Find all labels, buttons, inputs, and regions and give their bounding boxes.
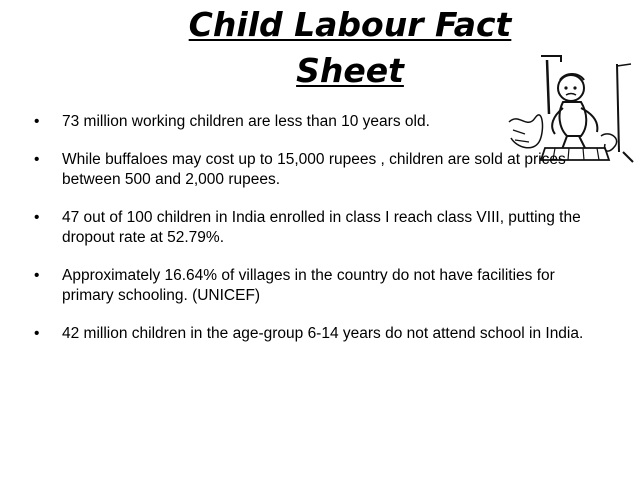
fact-item bbox=[34, 112, 594, 132]
fact-text: 47 out of 100 children in India enrolled in class I reach class VIII, putting the dropout rate at 52.79%. bbox=[62, 209, 581, 246]
fact-item bbox=[34, 208, 594, 248]
fact-list bbox=[34, 112, 594, 362]
fact-text: Approximately 16.64% of villages in the country do not have facilities for primary schooling. (UNICEF) bbox=[62, 267, 555, 304]
title-line-2: Sheet bbox=[296, 51, 404, 90]
fact-item bbox=[34, 324, 594, 344]
fact-text: 73 million working children are less than 10 years old. bbox=[62, 113, 430, 130]
slide-title bbox=[150, 2, 550, 94]
fact-text: 42 million children in the age-group 6-14 years do not attend school in India. bbox=[62, 325, 584, 342]
bullet-icon: • bbox=[34, 267, 40, 284]
fact-item bbox=[34, 266, 594, 306]
fact-text: While buffaloes may cost up to 15,000 rupees , children are sold at prices between 500 and 2,000 rupees. bbox=[62, 151, 566, 188]
bullet-icon: • bbox=[34, 325, 40, 342]
bullet-icon: • bbox=[34, 209, 40, 226]
bullet-icon: • bbox=[34, 151, 40, 168]
title-line-1: Child Labour Fact bbox=[188, 5, 512, 44]
bullet-icon: • bbox=[34, 113, 40, 130]
fact-item bbox=[34, 150, 594, 190]
